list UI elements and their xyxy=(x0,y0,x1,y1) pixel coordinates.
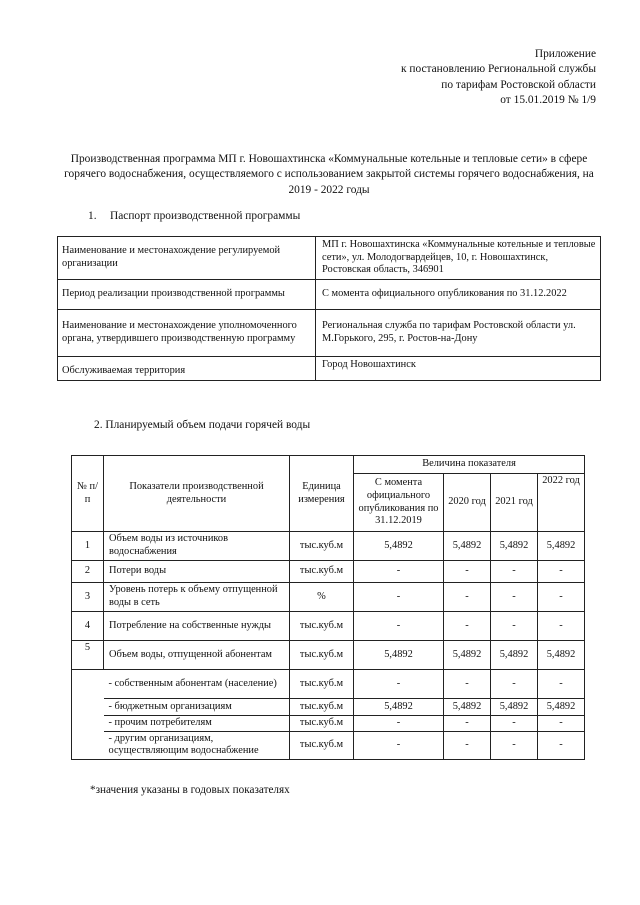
row-value-2022: - xyxy=(538,716,585,732)
row-value-initial: - xyxy=(354,612,444,641)
table-row xyxy=(72,583,585,612)
header-col-2021: 2021 год xyxy=(491,474,538,532)
row-unit: тыс.куб.м xyxy=(290,731,354,759)
row-value-2020: - xyxy=(444,716,491,732)
row-value-2022: - xyxy=(538,731,585,759)
table-row xyxy=(72,731,585,759)
row-indicator: - собственным абонентам (население) xyxy=(104,670,290,699)
row-indicator: - бюджетным организациям xyxy=(104,699,290,716)
row-value-2020: - xyxy=(444,670,491,699)
passport-value: Город Новошахтинск xyxy=(316,357,601,381)
row-value-2020: - xyxy=(444,731,491,759)
row-value-initial: 5,4892 xyxy=(354,641,444,670)
row-value-2021: - xyxy=(491,716,538,732)
row-value-2020: - xyxy=(444,612,491,641)
header-unit: Единица измерения xyxy=(290,456,354,532)
row-value-2020: - xyxy=(444,583,491,612)
row-value-2021: - xyxy=(491,731,538,759)
table-row xyxy=(72,641,585,670)
row-value-2020: 5,4892 xyxy=(444,532,491,561)
row-value-2021: 5,4892 xyxy=(491,641,538,670)
passport-row xyxy=(58,357,601,381)
row-indicator: - прочим потребителям xyxy=(104,716,290,732)
row-unit: тыс.куб.м xyxy=(290,641,354,670)
row-value-2021: - xyxy=(491,561,538,583)
header-group: Величина показателя xyxy=(354,456,585,474)
row-value-2022: 5,4892 xyxy=(538,641,585,670)
section-1-title: Паспорт производственной программы xyxy=(110,210,301,222)
row-unit: тыс.куб.м xyxy=(290,716,354,732)
document-title: Производственная программа МП г. Новошахтинска «Коммунальные котельные и тепловые сети» в сфере горячего водоснабжения, осуществляемого с использованием закрытой системы горячего водоснабжения, на 2019 - 2022 годы xyxy=(64,153,594,196)
row-value-2020: 5,4892 xyxy=(444,699,491,716)
section-1-heading xyxy=(88,210,300,222)
row-num: 5 xyxy=(72,641,104,670)
row-value-initial: - xyxy=(354,670,444,699)
row-num: 3 xyxy=(72,583,104,612)
passport-value: Региональная служба по тарифам Ростовской области ул. М.Горького, 295, г. Ростов-на-Дону xyxy=(316,310,601,357)
row-value-initial: 5,4892 xyxy=(354,532,444,561)
table-row xyxy=(72,532,585,561)
row-num xyxy=(72,716,104,732)
row-value-2021: - xyxy=(491,612,538,641)
row-unit: тыс.куб.м xyxy=(290,699,354,716)
row-unit: % xyxy=(290,583,354,612)
passport-label: Обслуживаемая территория xyxy=(58,357,316,381)
passport-row xyxy=(58,280,601,310)
appendix-line-3: по тарифам Ростовской области xyxy=(441,78,596,91)
row-value-initial: 5,4892 xyxy=(354,699,444,716)
row-value-2022: - xyxy=(538,561,585,583)
table-row xyxy=(72,699,585,716)
row-value-2021: - xyxy=(491,583,538,612)
footnote: *значения указаны в годовых показателях xyxy=(90,784,290,796)
row-indicator: Объем воды, отпущенной абонентам xyxy=(104,641,290,670)
passport-value: МП г. Новошахтинска «Коммунальные котельные и тепловые сети», ул. Молодогвардейцев, 10, г. Новошахтинск, Ростовская область, 346901 xyxy=(316,237,601,280)
row-value-2022: 5,4892 xyxy=(538,699,585,716)
row-value-2020: 5,4892 xyxy=(444,641,491,670)
passport-row xyxy=(58,237,601,280)
row-value-2021: 5,4892 xyxy=(491,699,538,716)
row-value-2020: - xyxy=(444,561,491,583)
header-row xyxy=(72,456,585,474)
row-indicator: - другим организациям, осуществляющим водоснабжение xyxy=(104,731,290,759)
row-value-2022: - xyxy=(538,612,585,641)
row-value-2021: - xyxy=(491,670,538,699)
passport-label: Период реализации производственной программы xyxy=(58,280,316,310)
row-value-2022: - xyxy=(538,670,585,699)
row-num: 1 xyxy=(72,532,104,561)
header-col-2022: 2022 год xyxy=(538,474,585,532)
passport-label: Наименование и местонахождение уполномоченного органа, утвердившего производственную программу xyxy=(58,310,316,357)
row-value-2022: 5,4892 xyxy=(538,532,585,561)
row-unit: тыс.куб.м xyxy=(290,532,354,561)
row-num xyxy=(72,731,104,759)
section-1-number: 1. xyxy=(88,210,97,222)
row-value-initial: - xyxy=(354,583,444,612)
table-row xyxy=(72,561,585,583)
appendix-block xyxy=(401,47,596,109)
passport-value: С момента официального опубликования по 31.12.2022 xyxy=(316,280,601,310)
appendix-line-4: от 15.01.2019 № 1/9 xyxy=(500,94,596,107)
passport-table xyxy=(57,236,601,381)
passport-row xyxy=(58,310,601,357)
row-num xyxy=(72,699,104,716)
row-indicator: Уровень потерь к объему отпущенной воды в сеть xyxy=(104,583,290,612)
row-num xyxy=(72,670,104,699)
row-num: 2 xyxy=(72,561,104,583)
table-row xyxy=(72,670,585,699)
row-unit: тыс.куб.м xyxy=(290,670,354,699)
row-value-initial: - xyxy=(354,731,444,759)
header-col-initial: С момента официального опубликования по 31.12.2019 xyxy=(354,474,444,532)
header-num: № п/п xyxy=(72,456,104,532)
header-indicator: Показатели производственной деятельности xyxy=(104,456,290,532)
row-num: 4 xyxy=(72,612,104,641)
row-indicator: Потери воды xyxy=(104,561,290,583)
row-value-initial: - xyxy=(354,716,444,732)
table-row xyxy=(72,612,585,641)
row-unit: тыс.куб.м xyxy=(290,612,354,641)
header-col-2020: 2020 год xyxy=(444,474,491,532)
row-value-2022: - xyxy=(538,583,585,612)
passport-label: Наименование и местонахождение регулируемой организации xyxy=(58,237,316,280)
row-value-2021: 5,4892 xyxy=(491,532,538,561)
volume-table xyxy=(71,455,585,760)
row-unit: тыс.куб.м xyxy=(290,561,354,583)
appendix-line-2: к постановлению Региональной службы xyxy=(400,63,596,76)
appendix-line-1: Приложение xyxy=(534,48,596,60)
row-indicator: Потребление на собственные нужды xyxy=(104,612,290,641)
row-value-initial: - xyxy=(354,561,444,583)
table-row xyxy=(72,716,585,732)
section-2-heading: 2. Планируемый объем подачи горячей воды xyxy=(94,419,311,431)
row-indicator: Объем воды из источников водоснабжения xyxy=(104,532,290,561)
